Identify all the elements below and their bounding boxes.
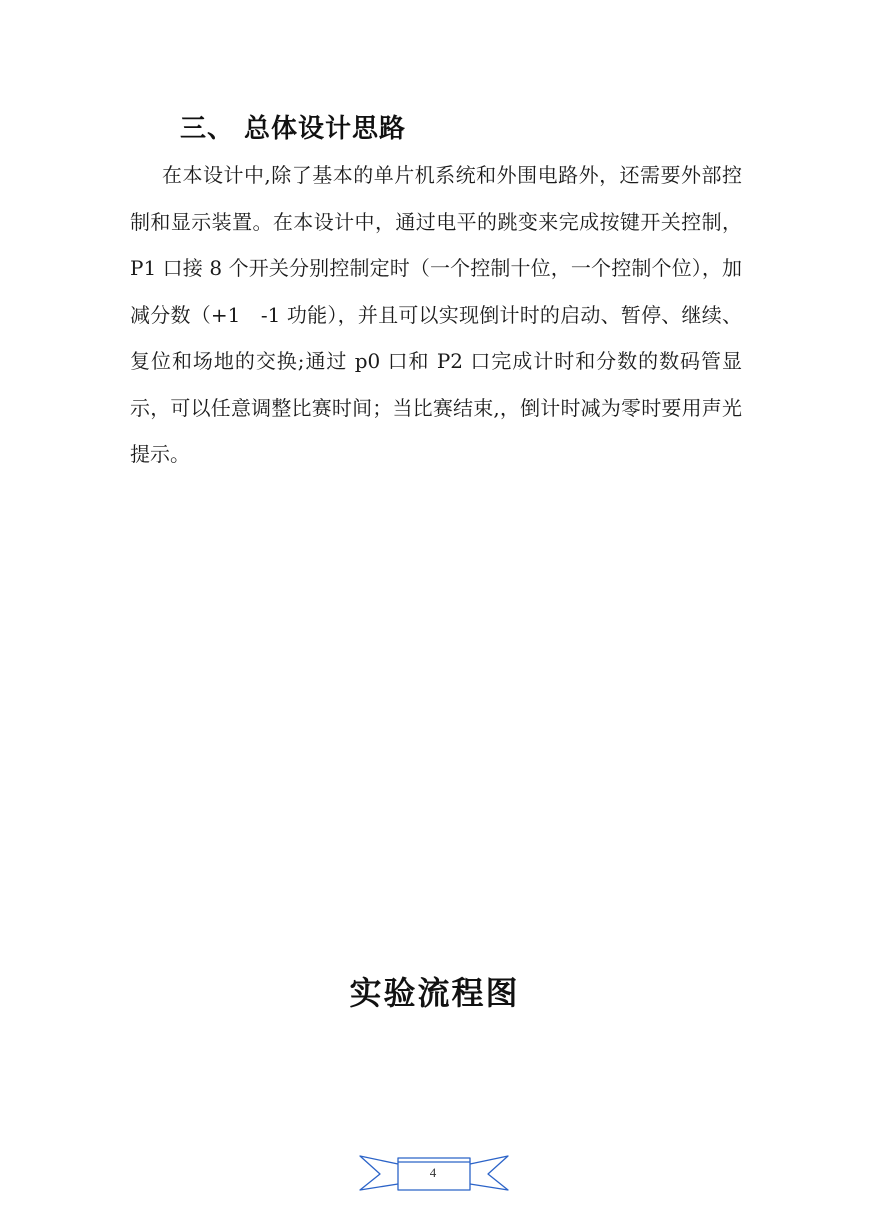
page-number: 4 — [429, 1165, 437, 1180]
flowchart-title: 实验流程图 — [349, 974, 520, 1012]
section-heading: 三、 总体设计思路 — [180, 114, 407, 144]
body-paragraph: 在本设计中,除了基本的单片机系统和外围电路外，还需要外部控制和显示装置。在本设计中，通过电平的跳变来完成按键开关控制，P1 口接 8 个开关分别控制定时（一个控制十位，一个控制个位），加减分数（+1 -1 功能），并且可以实现倒计时的启动、暂停、继续、复位和场地的交换;通过 p0 口和 P2 口完成计时和分数的数码管显示，可以任意调整比赛时间；当比赛结束,，倒计时减为零时要用声光提示。 — [130, 163, 742, 466]
